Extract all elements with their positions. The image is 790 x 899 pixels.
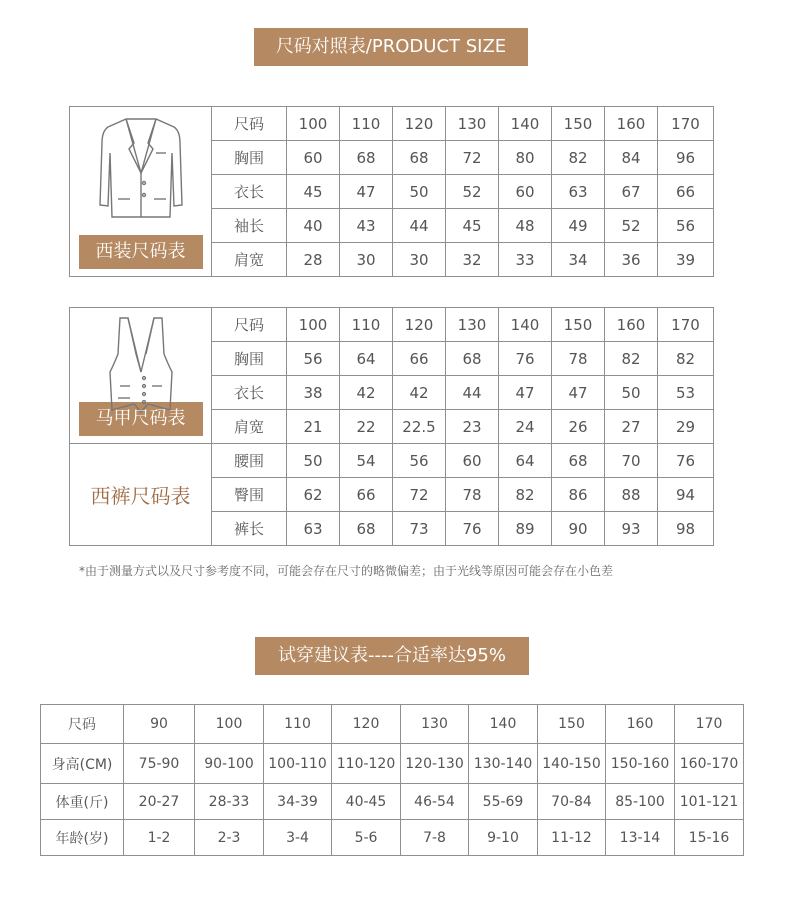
table-cell: 66: [340, 478, 393, 512]
table-cell: 13-14: [606, 820, 675, 856]
row-header: 体重(斤): [41, 784, 124, 820]
table-cell: 11-12: [538, 820, 606, 856]
table-cell: 2-3: [195, 820, 264, 856]
table-cell: 48: [499, 209, 552, 243]
table-cell: 75-90: [124, 744, 195, 784]
table-cell: 140: [499, 107, 552, 141]
table-cell: 15-16: [675, 820, 744, 856]
table-cell: 47: [499, 376, 552, 410]
table-cell: 50: [287, 444, 340, 478]
table-cell: 66: [393, 342, 446, 376]
table-cell: 90: [124, 705, 195, 744]
row-header: 衣长: [212, 175, 287, 209]
table-cell: 54: [340, 444, 393, 478]
table-cell: 150: [552, 308, 605, 342]
table-row: [70, 444, 714, 478]
table-cell: 34-39: [264, 784, 332, 820]
table-cell: 63: [552, 175, 605, 209]
table-cell: 94: [658, 478, 714, 512]
table-cell: 66: [658, 175, 714, 209]
table-cell: 60: [499, 175, 552, 209]
table-cell: 68: [446, 342, 499, 376]
table-cell: 150: [538, 705, 606, 744]
table-cell: 76: [658, 444, 714, 478]
table-cell: 82: [552, 141, 605, 175]
table-cell: 42: [393, 376, 446, 410]
table-cell: 101-121: [675, 784, 744, 820]
table-cell: 150: [552, 107, 605, 141]
table-cell: 9-10: [469, 820, 538, 856]
table-cell: 56: [287, 342, 340, 376]
table-cell: 72: [446, 141, 499, 175]
table-cell: 160: [605, 308, 658, 342]
table-cell: 52: [605, 209, 658, 243]
suit-size-table: [69, 106, 714, 277]
suit-image-cell-label: 西装尺码表: [79, 235, 203, 269]
table-cell: 80: [499, 141, 552, 175]
suit-image-cell: [70, 107, 212, 277]
table-cell: 68: [393, 141, 446, 175]
table-row: [41, 820, 744, 856]
row-header: 裤长: [212, 512, 287, 546]
table-cell: 100: [287, 107, 340, 141]
table-cell: 78: [552, 342, 605, 376]
table-cell: 98: [658, 512, 714, 546]
table-cell: 5-6: [332, 820, 401, 856]
table-cell: 160-170: [675, 744, 744, 784]
table-cell: 85-100: [606, 784, 675, 820]
vest-pants-size-table: [69, 307, 714, 546]
table-cell: 53: [658, 376, 714, 410]
row-header: 肩宽: [212, 243, 287, 277]
table-cell: 3-4: [264, 820, 332, 856]
table-cell: 170: [658, 308, 714, 342]
table-cell: 76: [499, 342, 552, 376]
table-cell: 73: [393, 512, 446, 546]
row-header: 身高(CM): [41, 744, 124, 784]
table-cell: 23: [446, 410, 499, 444]
table-cell: 120: [393, 107, 446, 141]
table-cell: 45: [287, 175, 340, 209]
table-cell: 62: [287, 478, 340, 512]
table-cell: 84: [605, 141, 658, 175]
pants-label: 西裤尺码表: [70, 444, 212, 546]
table-cell: 130-140: [469, 744, 538, 784]
table-cell: 56: [658, 209, 714, 243]
table-cell: 50: [605, 376, 658, 410]
row-header: 衣长: [212, 376, 287, 410]
table-cell: 27: [605, 410, 658, 444]
table-cell: 72: [393, 478, 446, 512]
table-cell: 93: [605, 512, 658, 546]
table-cell: 70: [605, 444, 658, 478]
table-cell: 110: [264, 705, 332, 744]
table-cell: 130: [446, 107, 499, 141]
table-row: [41, 784, 744, 820]
table-cell: 70-84: [538, 784, 606, 820]
row-header: 胸围: [212, 342, 287, 376]
table-cell: 86: [552, 478, 605, 512]
row-header: 肩宽: [212, 410, 287, 444]
row-header: 胸围: [212, 141, 287, 175]
table-cell: 60: [287, 141, 340, 175]
table-cell: 90-100: [195, 744, 264, 784]
table-cell: 100: [287, 308, 340, 342]
table-cell: 47: [552, 376, 605, 410]
row-header: 臀围: [212, 478, 287, 512]
table-cell: 21: [287, 410, 340, 444]
table-cell: 82: [658, 342, 714, 376]
table-cell: 30: [340, 243, 393, 277]
table-cell: 32: [446, 243, 499, 277]
table-row: [41, 744, 744, 784]
try-on-table: [40, 704, 744, 856]
table-cell: 170: [658, 107, 714, 141]
table-cell: 150-160: [606, 744, 675, 784]
table-cell: 28: [287, 243, 340, 277]
table-cell: 160: [606, 705, 675, 744]
table-cell: 22: [340, 410, 393, 444]
table-cell: 56: [393, 444, 446, 478]
table-cell: 140-150: [538, 744, 606, 784]
table-cell: 24: [499, 410, 552, 444]
table-cell: 40: [287, 209, 340, 243]
table-cell: 7-8: [401, 820, 469, 856]
table-cell: 38: [287, 376, 340, 410]
table-cell: 67: [605, 175, 658, 209]
row-header: 尺码: [212, 107, 287, 141]
table-cell: 44: [446, 376, 499, 410]
table-cell: 170: [675, 705, 744, 744]
table-cell: 36: [605, 243, 658, 277]
table-cell: 120: [393, 308, 446, 342]
table-cell: 68: [552, 444, 605, 478]
table-cell: 110: [340, 107, 393, 141]
table-cell: 64: [340, 342, 393, 376]
table-cell: 44: [393, 209, 446, 243]
row-header: 年龄(岁): [41, 820, 124, 856]
table-cell: 76: [446, 512, 499, 546]
table-cell: 50: [393, 175, 446, 209]
table-cell: 45: [446, 209, 499, 243]
row-header: 袖长: [212, 209, 287, 243]
table-cell: 68: [340, 512, 393, 546]
table-cell: 34: [552, 243, 605, 277]
table-cell: 82: [499, 478, 552, 512]
table-cell: 28-33: [195, 784, 264, 820]
table-cell: 29: [658, 410, 714, 444]
table-cell: 39: [658, 243, 714, 277]
table-cell: 42: [340, 376, 393, 410]
table-cell: 120-130: [401, 744, 469, 784]
table-row: [70, 308, 714, 342]
vest-image-cell: [70, 308, 212, 444]
table-cell: 120: [332, 705, 401, 744]
table-cell: 100-110: [264, 744, 332, 784]
table-cell: 100: [195, 705, 264, 744]
vest-image-cell-label: 马甲尺码表: [79, 402, 203, 436]
measurement-note: *由于测量方式以及尺寸参考度不同，可能会存在尺寸的略微偏差；由于光线等原因可能会存在小色差: [79, 564, 614, 578]
vest-icon: [106, 314, 176, 414]
table-cell: 90: [552, 512, 605, 546]
table-cell: 52: [446, 175, 499, 209]
row-header: 尺码: [41, 705, 124, 744]
table-cell: 140: [469, 705, 538, 744]
row-header: 腰围: [212, 444, 287, 478]
table-cell: 130: [446, 308, 499, 342]
table-row: [41, 705, 744, 744]
table-cell: 82: [605, 342, 658, 376]
table-cell: 88: [605, 478, 658, 512]
table-row: [70, 107, 714, 141]
row-header: 尺码: [212, 308, 287, 342]
table-cell: 1-2: [124, 820, 195, 856]
table-cell: 110-120: [332, 744, 401, 784]
table-cell: 63: [287, 512, 340, 546]
table-cell: 33: [499, 243, 552, 277]
table-cell: 43: [340, 209, 393, 243]
table-cell: 68: [340, 141, 393, 175]
table-cell: 160: [605, 107, 658, 141]
table-cell: 49: [552, 209, 605, 243]
table-cell: 47: [340, 175, 393, 209]
table-cell: 78: [446, 478, 499, 512]
table-cell: 89: [499, 512, 552, 546]
table-cell: 55-69: [469, 784, 538, 820]
table-cell: 30: [393, 243, 446, 277]
table-cell: 60: [446, 444, 499, 478]
table-cell: 64: [499, 444, 552, 478]
table-cell: 26: [552, 410, 605, 444]
table-cell: 110: [340, 308, 393, 342]
try-on-header: 试穿建议表----合适率达95%: [255, 637, 529, 675]
table-cell: 22.5: [393, 410, 446, 444]
suit-jacket-icon: [96, 113, 186, 231]
table-cell: 130: [401, 705, 469, 744]
table-cell: 140: [499, 308, 552, 342]
table-cell: 40-45: [332, 784, 401, 820]
table-cell: 20-27: [124, 784, 195, 820]
size-chart-header: 尺码对照表/PRODUCT SIZE: [254, 28, 528, 66]
table-cell: 96: [658, 141, 714, 175]
table-cell: 46-54: [401, 784, 469, 820]
